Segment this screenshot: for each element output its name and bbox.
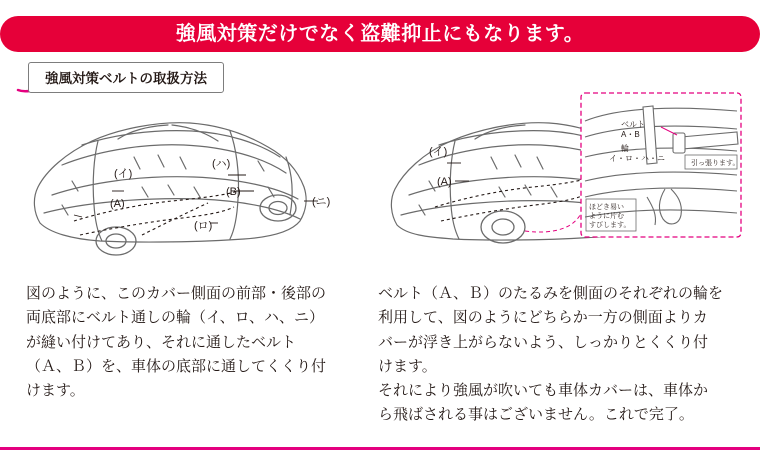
body-left-line-3: が縫い付けてあり、それに通したベルト	[26, 333, 297, 351]
body-right-line-3: バーが浮き上がらないよう、しっかりとくくり付	[378, 333, 709, 351]
label-i-right: (イ)	[429, 146, 448, 158]
body-right-line-2: 利用して、図のようにどちらか一方の側面よりカ	[378, 309, 708, 327]
body-right-line-5: それにより強風が吹いても車体カバーは、車体か	[378, 382, 709, 400]
body-right-line-1: ベルト（Ａ、Ｂ）のたるみを側面のそれぞれの輪を	[378, 285, 724, 302]
callout-loose-note-1: ほどき易い	[589, 204, 624, 211]
body-left-line-5: けます。	[26, 382, 85, 400]
callout-loose-note-2: ように片む	[589, 213, 624, 220]
label-i: (イ)	[114, 168, 133, 180]
body-left-line-1: 図のように、このカバー側面の前部・後部の	[26, 285, 327, 302]
body-right-line-4: けます。	[378, 357, 437, 375]
callout-ring-label-2: イ・ロ・ハ・ニ	[609, 154, 665, 163]
label-ro: (ロ)	[194, 220, 213, 232]
header-banner	[0, 16, 760, 52]
car-cover-belt-detail-illustration	[385, 85, 745, 265]
body-left-line-2: 両底部にベルト通しの輪（イ、ロ、ハ、ニ）	[26, 309, 325, 327]
body-right-line-6: ら飛ばされる事はございません。これで完了。	[378, 406, 694, 424]
label-ni: (ニ)	[312, 196, 331, 208]
label-ha: (ハ)	[212, 158, 231, 170]
body-left-line-4: （Ａ、Ｂ）を、車体の底部に通してくくり付	[26, 357, 327, 375]
header-banner-text: 強風対策だけでなく盗難抑止にもなります。	[175, 23, 585, 45]
subheading-label: 強風対策ベルトの取扱方法	[28, 62, 224, 93]
callout-ring-label-1: 輪	[621, 144, 629, 153]
callout-belt-label-1: ベルト	[621, 120, 645, 129]
callout-belt-label-2: A・B	[621, 130, 640, 139]
car-cover-side-illustration	[22, 95, 352, 260]
label-a-right: (A)	[437, 176, 452, 188]
label-b: (B)	[226, 186, 241, 198]
label-a: (A)	[110, 198, 125, 210]
body-text-right	[378, 282, 734, 428]
callout-loose-note-3: すびします。	[589, 222, 631, 229]
callout-pull-note: 引っ張ります。	[691, 160, 740, 167]
body-text-left	[26, 282, 366, 403]
